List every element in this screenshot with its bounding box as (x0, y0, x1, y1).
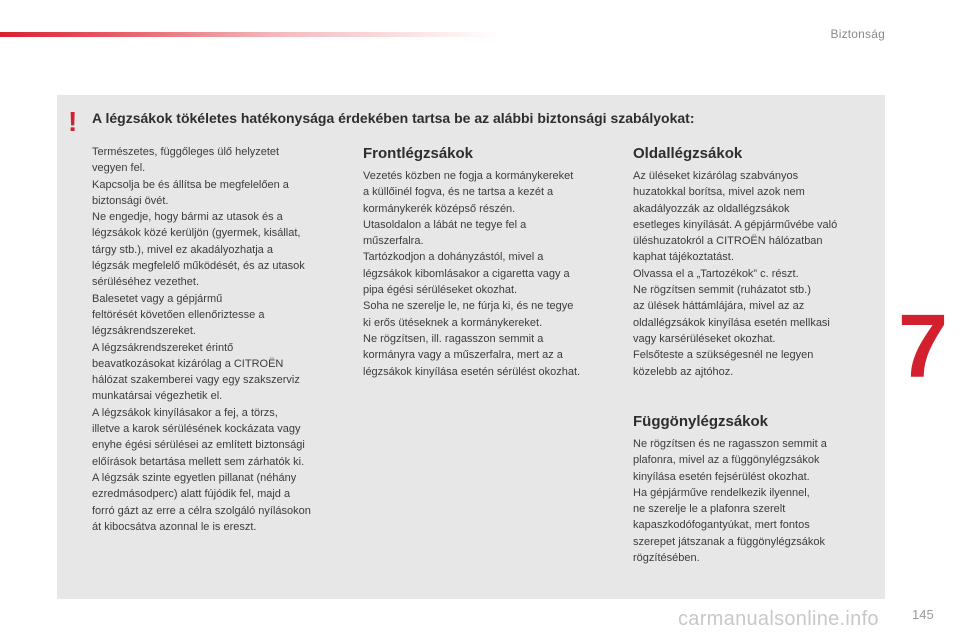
text-line: ki erős ütéseknek a kormánykereket. (363, 316, 543, 329)
side-airbags-heading: Oldallégzsákok (633, 145, 743, 162)
text-line: huzatokkal borítsa, mivel azok nem (633, 186, 805, 199)
text-line: akadályozzák az oldallégzsákok (633, 202, 790, 215)
text-line: A légzsákok kinyílásakor a fej, a törzs, (92, 406, 278, 419)
text-line: forró gázt az erre a célra szolgáló nyílásokon (92, 504, 311, 517)
text-line: feltörését követően ellenőriztesse a (92, 308, 265, 321)
text-line: Olvassa el a „Tartozékok” c. részt. (633, 267, 799, 280)
text-line: Tartózkodjon a dohányzástól, mivel a (363, 251, 544, 264)
section-title: Biztonság (830, 27, 885, 41)
chapter-number: 7 (898, 297, 949, 397)
text-line: ne szerelje le a plafonra szerelt (633, 503, 786, 516)
text-line: beavatkozásokat kizárólag a CITROËN (92, 357, 284, 370)
header-accent-bar (0, 32, 500, 37)
text-line: műszerfalra. (363, 235, 424, 248)
text-line: illetve a karok sérülésének kockázata vagy (92, 423, 301, 436)
text-line: Az üléseket kizárólag szabványos (633, 170, 799, 182)
page-number: 145 (912, 607, 934, 622)
text-line: pipa égési sérüléseket okozhat. (363, 284, 518, 297)
front-airbags-text (363, 168, 618, 380)
text-line: sérüléséhez vezethet. (92, 276, 200, 289)
curtain-airbags-text (633, 436, 873, 566)
text-line: szerepet játszanak a függönylégzsákok (633, 535, 826, 548)
text-line: plafonra, mivel az a függönylégzsákok (633, 454, 820, 467)
watermark: carmanualsonline.info (678, 608, 879, 630)
text-line: rögzítésében. (633, 552, 700, 565)
text-line: légzsákok kinyílása esetén sérülést okozhat. (363, 365, 581, 378)
text-line: oldallégzsákok kinyílása esetén mellkasi (633, 316, 830, 329)
front-airbags-heading: Frontlégzsákok (363, 145, 474, 162)
text-line: biztonsági övét. (92, 194, 169, 207)
text-line: enyhe égési sérülései az említett biztonsági (92, 439, 305, 452)
text-line: Ne engedje, hogy bármi az utasok és a (92, 211, 283, 224)
text-line: kapaszkodófogantyúkat, mert fontos (633, 519, 810, 532)
text-line: kormánykerék középső részén. (363, 202, 516, 215)
general-rules-text (92, 144, 347, 535)
text-line: az ülések háttámlájára, mivel az az (633, 300, 805, 313)
text-line: Természetes, függőleges ülő helyzetet (92, 146, 280, 158)
text-line: Ne rögzítsen és ne ragasszon semmit a (633, 438, 827, 450)
exclamation-icon: ! (68, 106, 78, 137)
side-airbags-text (633, 168, 873, 380)
text-line: kaphat tájékoztatást. (633, 251, 734, 264)
curtain-airbags-heading: Függönylégzsákok (633, 413, 769, 430)
notice-headline: A légzsákok tökéletes hatékonysága érdekében tartsa be az alábbi biztonsági szabályokat: (92, 110, 695, 126)
text-line: a küllőinél fogva, és ne tartsa a kezét a (363, 186, 554, 199)
text-line: Kapcsolja be és állítsa be megfelelően a (92, 178, 289, 191)
text-line: üléshuzatokról a CITROËN hálózatban (633, 235, 823, 248)
text-line: kormányra vagy a műszerfalra, mert az a (363, 349, 563, 362)
text-line: A légzsákrendszereket érintő (92, 341, 234, 354)
text-line: kinyílása esetén fejsérülést okozhat. (633, 470, 810, 483)
text-line: Felsőteste a szükségesnél ne legyen (633, 349, 814, 362)
text-line: munkatársai végezhetik el. (92, 390, 223, 403)
text-line: A légzsák szinte egyetlen pillanat (néhány (92, 471, 297, 484)
text-line: Utasoldalon a lábát ne tegye fel a (363, 218, 527, 231)
text-line: előírások betartása mellett sem zárhatók ki. (92, 455, 305, 468)
text-line: légzsákok közé kerüljön (gyermek, kisállat, (92, 227, 301, 240)
text-line: át kibocsátva azonnal le is ereszt. (92, 520, 257, 533)
text-line: Ne rögzítsen semmit (ruházatot stb.) (633, 284, 811, 297)
text-line: ezredmásodperc) alatt fújódik fel, majd a (92, 488, 291, 501)
text-line: Vezetés közben ne fogja a kormánykereket (363, 170, 574, 182)
text-line: Ha gépjárműve rendelkezik ilyennel, (633, 486, 810, 499)
text-line: Soha ne szerelje le, ne fúrja ki, és ne tegye (363, 300, 574, 313)
text-line: légzsák megfelelő működését, és az utasok (92, 260, 305, 273)
text-line: tárgy stb.), mivel ez akadályozhatja a (92, 243, 273, 256)
text-line: légzsákok kibomlásakor a cigaretta vagy a (363, 267, 570, 280)
text-line: légzsákrendszereket. (92, 325, 196, 338)
text-line: Balesetet vagy a gépjármű (92, 292, 223, 305)
text-line: esetleges kinyílását. A gépjárművébe való (633, 218, 838, 231)
text-line: vagy karsérüléseket okozhat. (633, 332, 776, 345)
text-line: közelebb az ajtóhoz. (633, 365, 734, 378)
text-line: vegyen fel. (92, 162, 146, 175)
text-line: hálózat szakemberei vagy egy szakszerviz (92, 374, 300, 387)
text-line: Ne rögzítsen, ill. ragasszon semmit a (363, 332, 544, 345)
